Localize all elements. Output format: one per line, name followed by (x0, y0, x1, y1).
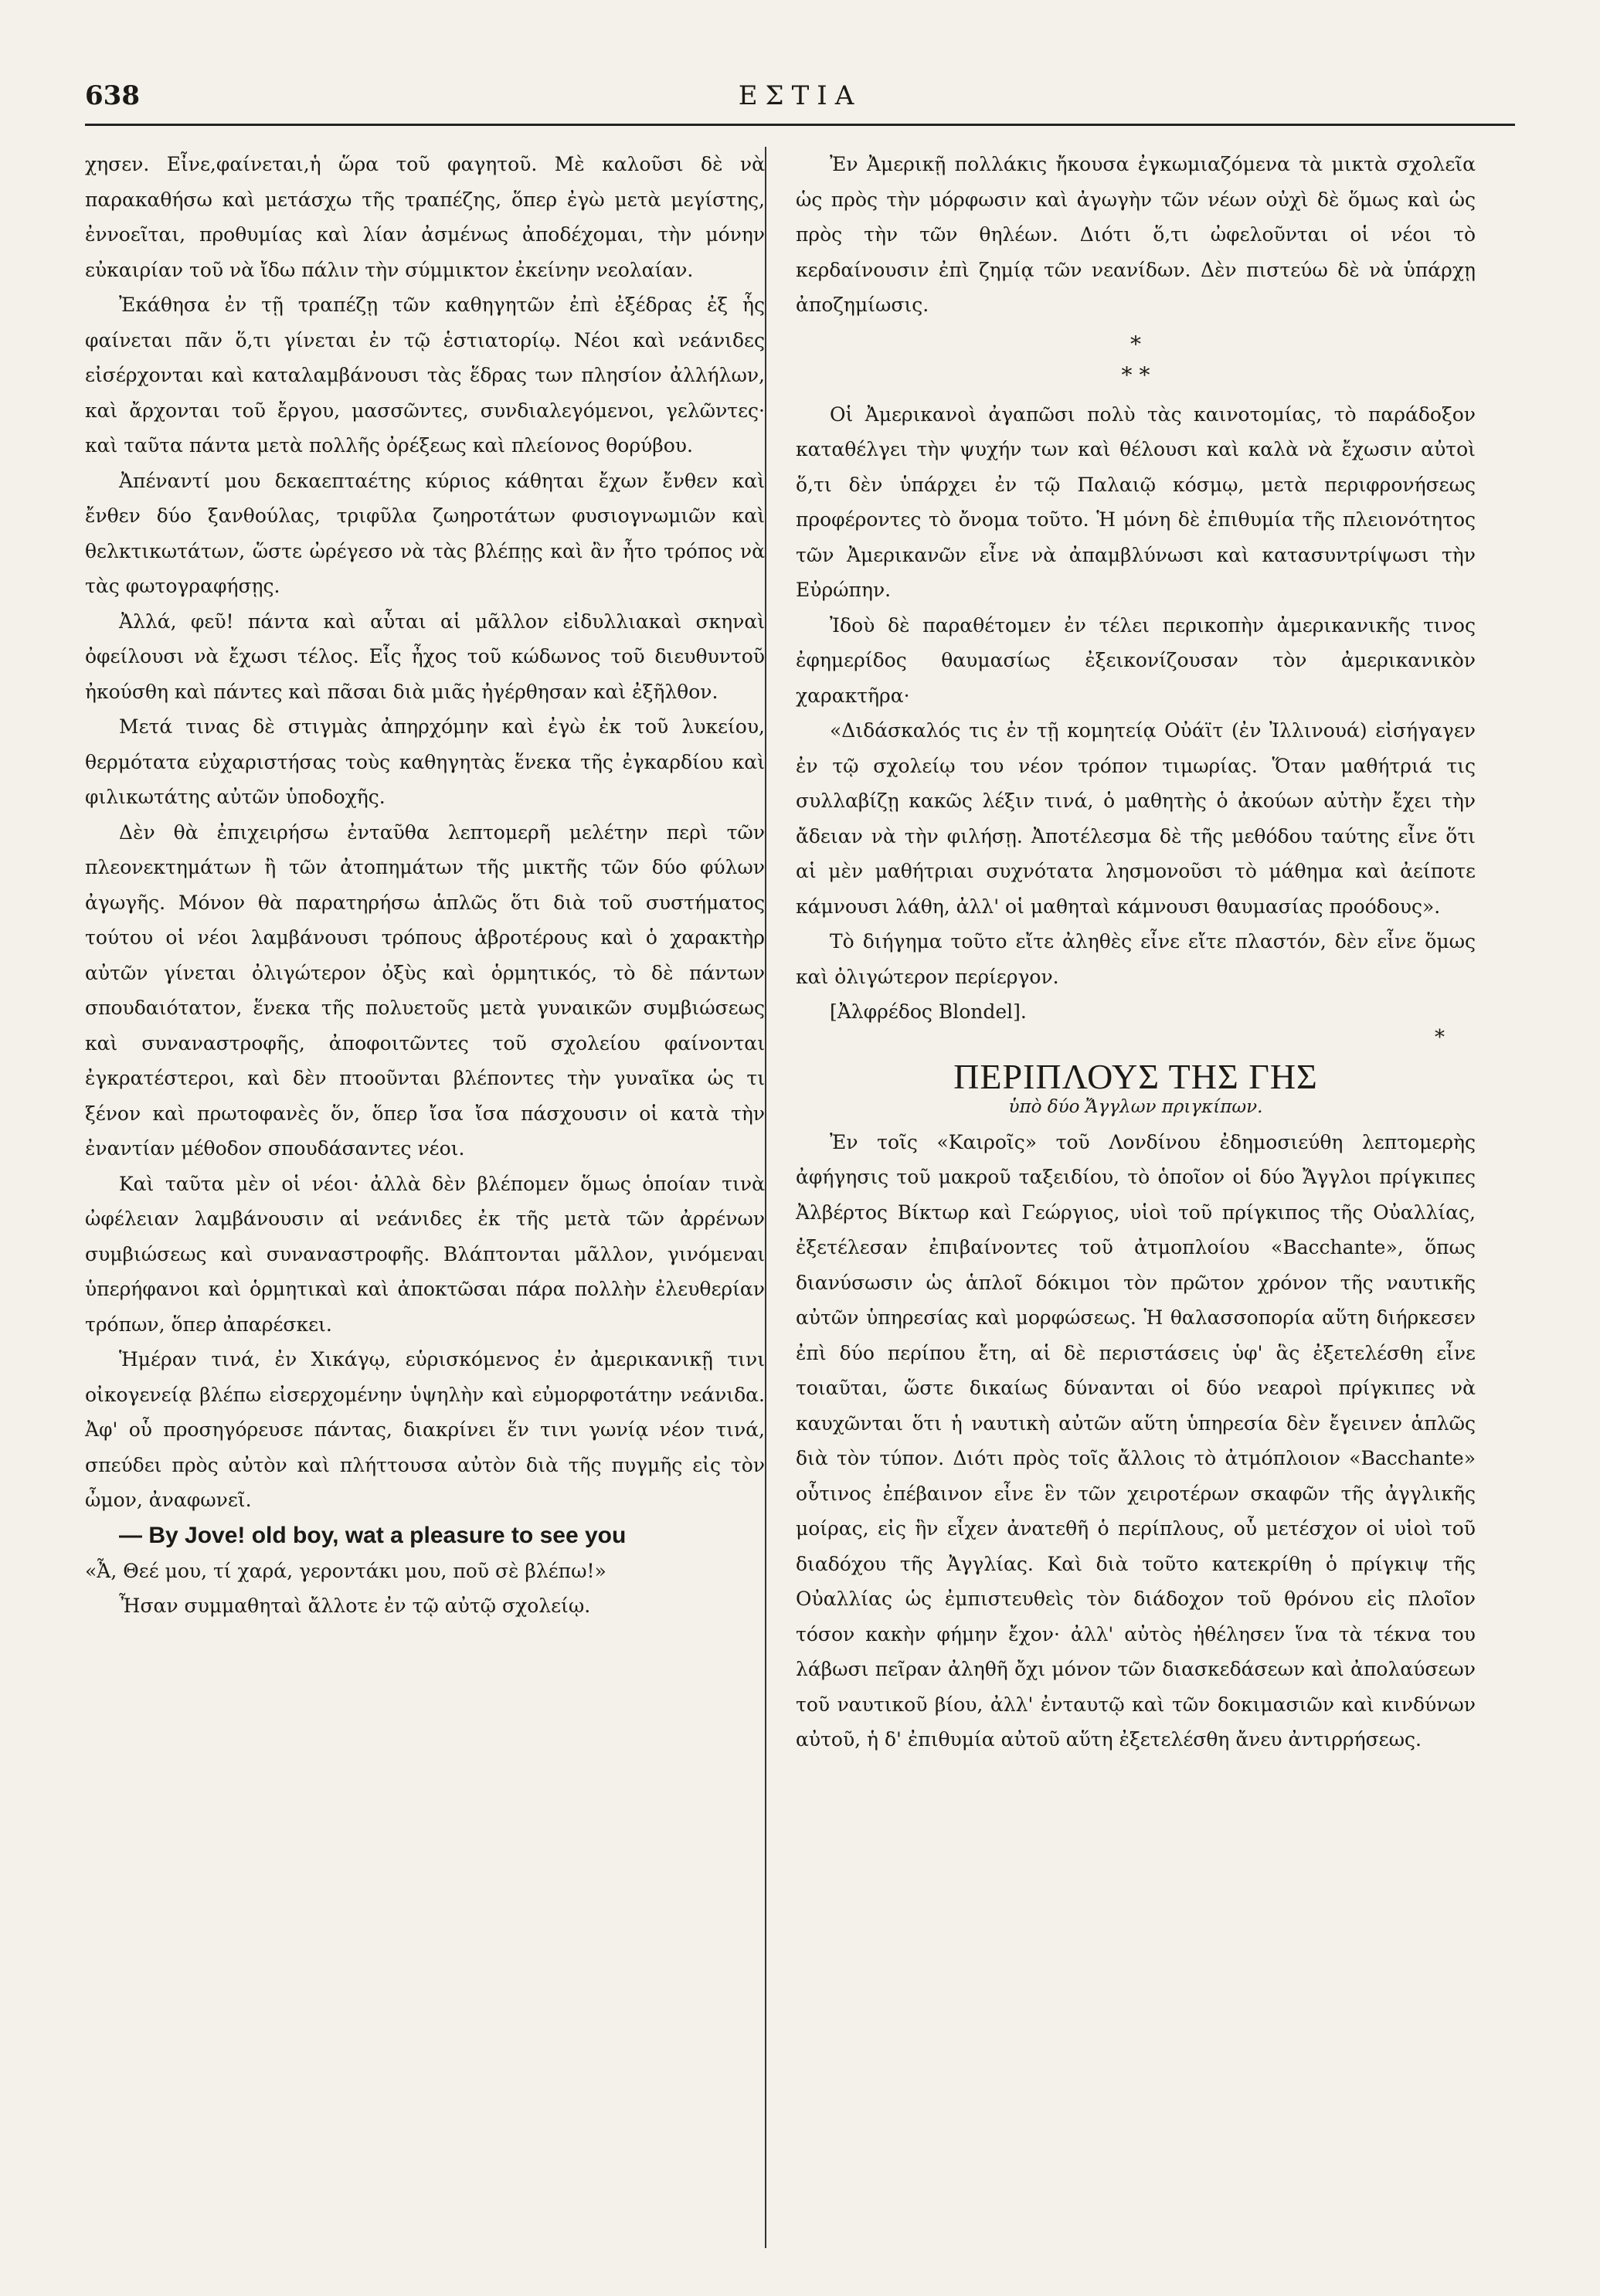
paragraph: Καὶ ταῦτα μὲν οἱ νέοι· ἀλλὰ δὲν βλέπομεν ὅμως ὁποίαν τινὰ ὠφέλειαν λαμβάνουσιν αἱ νεάνιδες ἐκ τῆς μετὰ τῶν ἀρρένων συμβιώσεως καὶ συναναστροφῆς. Βλάπτονται μᾶλλον, γινόμεναι ὑπερήφανοι καὶ ὁρμητικαὶ καὶ ἀποκτῶσαι πάρα πολλὴν ἐλευθερίαν τρόπων, ὅπερ ἀπαρέσκει. (85, 1172, 765, 1336)
paragraph: Ἀλλά, φεῦ! πάντα καὶ αὗται αἱ μᾶλλον εἰδυλλιακαὶ σκηναὶ ὀφείλουσι νὰ ἔχωσι τέλος. Εἷς ἦχος τοῦ κώδωνος τοῦ διευθυντοῦ ἠκούσθη καὶ πάντες καὶ πᾶσαι διὰ μιᾶς ἠγέρθησαν καὶ ἐξῆλθον. (85, 610, 765, 703)
paragraph: Ἰδοὺ δὲ παραθέτομεν ἐν τέλει περικοπὴν ἀμερικανικῆς τινος ἐφημερίδος θαυμασίως ἐξεικονίζουσαν τὸν ἀμερικανικὸν χαρακτῆρα· (796, 613, 1476, 707)
header-rule (85, 124, 1515, 126)
page-number: 638 (85, 80, 140, 111)
paragraph: Ἐν τοῖς «Καιροῖς» τοῦ Λονδίνου ἐδημοσιεύθη λεπτομερὴς ἀφήγησις τοῦ μακροῦ ταξειδίου, τὸ ὁποῖον οἱ δύο Ἄγγλοι πρίγκιπες Ἀλβέρτος Βίκτωρ καὶ Γεώργιος, υἱοὶ τοῦ πρίγκιπος τῆς Οὐαλλίας, ἐξετέλεσαν ἐπιβαίνοντες τοῦ ἀτμοπλοίου «Bacchante», ὅπως διανύσωσιν ὡς ἁπλοῖ δόκιμοι τὸν πρῶτον χρόνον τῆς ναυτικῆς αὐτῶν ὑπηρεσίας καὶ μορφώσεως. Ἡ θαλασσοπορία αὕτη διήρκεσεν ἐπὶ δύο περίπου ἔτη, αἱ δὲ περιστάσεις ὑφ' ἃς ἐξετελέσθη εἶνε τοιαῦται, ὥστε δικαίως δύνανται οἱ δύο νεαροὶ πρίγκιπες νὰ καυχῶνται ὅτι ἡ ναυτικὴ αὐτῶν αὕτη ὑπηρεσία δὲν ἔγεινεν ἁπλῶς διὰ τὸν τύπον. Διότι πρὸς τοῖς ἄλλοις τὸ ἀτμόπλοιον «Bacchante» οὗτινος ἐπέβαινον εἶνε ἓν τῶν χειροτέρων σκαφῶν τῆς ἀγγλικῆς μοίρας, εἰς ἣν εἶχεν ἀνατεθῆ ὁ περίπλους, οὗ μετέσχον οἱ υἱοὶ τοῦ διαδόχου τῆς Ἀγγλίας. Καὶ διὰ τοῦτο κατεκρίθη ὁ πρίγκιψ τῆς Οὐαλλίας ὡς ἐμπιστευθεὶς τὸν διάδοχον τοῦ θρόνου εἰς πλοῖον τόσον κακὴν φήμην ἔχον· ἀλλ' αὐτὸς ἠθέλησεν ἵνα τὰ τέκνα του λάβωσι πεῖραν ἀληθῆ ὄχι μόνον τῶν διασκεδάσεων καὶ ἀπολαύσεων τοῦ ναυτικοῦ βίου, ἀλλ' ἐνταυτῷ καὶ τῶν δοκιμασιῶν καὶ κινδύνων αὐτοῦ, ἡ δ' ἐπιθυμία αὐτοῦ αὕτη ἐξετελέσθη ἄνευ ἀντιρρήσεως. (796, 1130, 1476, 1751)
paragraph: Ἐκάθησα ἐν τῇ τραπέζῃ τῶν καθηγητῶν ἐπὶ ἐξέδρας ἐξ ἧς φαίνεται πᾶν ὅ,τι γίνεται ἐν τῷ ἑστιατορίῳ. Νέοι καὶ νεάνιδες εἰσέρχονται καὶ καταλαμβάνουσι τὰς ἕδρας των πλησίον ἀλλήλων, καὶ ἄρχονται τοῦ ἔργου, μασσῶντες, συνδιαλεγόμενοι, γελῶντες· καὶ ταῦτα πάντα μετὰ πολλῆς ὀρέξεως καὶ πλείονος θορύβου. (85, 294, 765, 457)
section-title: ΠΕΡΙΠΛΟΥΣ ΤΗΣ ΓΗΣ (953, 1056, 1318, 1096)
star-top: * (1130, 331, 1141, 357)
paragraph: Δὲν θὰ ἐπιχειρήσω ἐνταῦθα λεπτομερῆ μελέτην περὶ τῶν πλεονεκτημάτων ἢ τῶν ἀτοπημάτων τῆς μικτῆς τῶν δύο φύλων ἀγωγῆς. Μόνον θὰ παρατηρήσω ἁπλῶς ὅτι διὰ τοῦ συστήματος τούτου οἱ νέοι λαμβάνουσι τρόπους ἁβροτέρους καὶ ὁ χαρακτὴρ αὐτῶν γίνεται ὀλιγώτερον ὀξὺς καὶ ὁρμητικός, τὸ δὲ πάντων σπουδαιότατον, ἕνεκα τῆς πολυετοῦς μετὰ γυναικῶν συμβιώσεως καὶ συναναστροφῆς, ἀποφοιτῶντες τοῦ σχολείου φαίνονται ἐγκρατέστεροι, καὶ δὲν πτοοῦνται βλέποντες τὴν γυναῖκα ὡς τι ξένον καὶ πρωτοφανὲς ὅν, ὅπερ ἴσα ἴσα πάσχουσιν οἱ κατὰ τὴν ἐναντίαν μέθοδον σπουδάσαντες νέοι. (85, 820, 765, 1160)
paragraph: Ἀπέναντί μου δεκαεπταέτης κύριος κάθηται ἔχων ἔνθεν καὶ ἔνθεν δύο ξανθούλας, τριφῦλα ζωηροτάτων φυσιογνωμιῶν καὶ θελκτικωτάτων, ὥστε ὠρέγεσο νὰ τὰς βλέπῃς καὶ ἂν ἦτο τρόπος νὰ τὰς φωτογραφήσῃς. (85, 469, 765, 597)
column-divider (765, 147, 766, 2248)
author-signature: [Ἀλφρέδος Blondel]. (830, 1000, 1027, 1023)
left-column (85, 147, 765, 1624)
greek-translation: «Ἆ, Θεέ μου, τί χαρά, γεροντάκι μου, ποῦ σὲ βλέπω!» (85, 1559, 606, 1582)
paragraph: Ἦσαν συμμαθηταὶ ἄλλοτε ἐν τῷ αὐτῷ σχολείῳ. (119, 1595, 591, 1617)
star-right: * (1435, 1025, 1445, 1049)
right-column (796, 147, 1476, 1758)
paragraph: χησεν. Εἶνε,φαίνεται,ἡ ὥρα τοῦ φαγητοῦ. Μὲ καλοῦσι δὲ νὰ παρακαθήσω καὶ μετάσχω τῆς τραπέζης, ὅπερ ἐγὼ μετὰ μεγίστης, ἐννοεῖται, προθυμίας καὶ λίαν ἀσμένως ἀποδέχομαι, τὴν μόνην εὐκαιρίαν τοῦ νὰ ἴδω πάλιν τὴν σύμμικτον ἐκείνην νεολαίαν. (85, 153, 765, 281)
star-bottom: * * (1121, 362, 1150, 388)
english-quote: — By Jove! old boy, wat a pleasure to see you (119, 1522, 627, 1548)
section-subtitle: ὑπὸ δύο Ἄγγλων πριγκίπων. (1008, 1096, 1263, 1117)
paragraph: Οἱ Ἀμερικανοὶ ἀγαπῶσι πολὺ τὰς καινοτομίας, τὸ παράδοξον καταθέλγει τὴν ψυχήν των καὶ θέλουσι καὶ καλὰ νὰ ἔχωσιν αὐτοὶ ὅ,τι δὲν ὑπάρχει ἐν τῷ Παλαιῷ κόσμῳ, μετὰ περιφρονήσεως προφέροντες τὸ ὄνομα τοῦτο. Ἡ μόνη δὲ ἐπιθυμία τῆς πλειονότητος τῶν Ἀμερικανῶν εἶνε νὰ ἀπαμβλύνωσι καὶ κατασυντρίψωσι τὴν Εὐρώπην. (796, 402, 1476, 601)
section-break-stars (796, 329, 1476, 391)
paragraph: Μετά τινας δὲ στιγμὰς ἀπηρχόμην καὶ ἐγὼ ἐκ τοῦ λυκείου, θερμότατα εὐχαριστήσας τοὺς καθηγητὰς ἕνεκα τῆς ἐγκαρδίου καὶ φιλικωτάτης αὐτῶν ὑποδοχῆς. (85, 715, 765, 808)
paragraph: Ἡμέραν τινά, ἐν Χικάγῳ, εὑρισκόμενος ἐν ἀμερικανικῇ τινι οἰκογενείᾳ βλέπω εἰσερχομένην ὑψηλὴν καὶ εὐμορφοτάτην νεάνιδα. Ἀφ' οὗ προσηγόρευσε πάντας, διακρίνει ἕν τινι γωνίᾳ νέον τινά, σπεύδει πρὸς αὐτὸν καὶ πλήττουσα αὐτὸν διὰ τῆς πυγμῆς εἰς τὸν ὦμον, ἀναφωνεῖ. (85, 1348, 765, 1511)
quoted-paragraph: «Διδάσκαλός τις ἐν τῇ κομητείᾳ Οὐάϊτ (ἐν Ἰλλινουά) εἰσήγαγεν ἐν τῷ σχολείῳ του νέον τρόπον τιμωρίας. Ὅταν μαθήτριά τις συλλαβίζῃ κακῶς λέξιν τινά, ὁ μαθητὴς ὁ ἀκούων αὐτὴν ἔχει τὴν ἄδειαν νὰ τὴν φιλήσῃ. Ἀποτέλεσμα δὲ τῆς μεθόδου ταύτης εἶνε ὅτι αἱ μὲν μαθήτριαι συχνότατα λησμονοῦσι τὸ μάθημα καὶ ἀείποτε κάμνουσι λάθη, ἀλλ' οἱ μαθηταὶ κάμνουσι θαυμασίας προόδους». (796, 719, 1476, 918)
paragraph: Τὸ διήγημα τοῦτο εἴτε ἀληθὲς εἶνε εἴτε πλαστόν, δὲν εἶνε ὅμως καὶ ὀλιγώτερον περίεργον. (796, 930, 1476, 988)
page-header (85, 80, 1515, 134)
running-title: ΕΣΤΙΑ (738, 80, 862, 111)
paragraph: Ἐν Ἀμερικῇ πολλάκις ἤκουσα ἐγκωμιαζόμενα τὰ μικτὰ σχολεῖα ὡς πρὸς τὴν μόρφωσιν καὶ ἀγωγὴν τῶν νέων οὐχὶ δὲ ὅμως καὶ ὡς πρὸς τὴν τῶν θηλέων. Διότι ὅ,τι ὠφελοῦνται οἱ νέοι τὸ κερδαίνουσιν ἐπὶ ζημίᾳ τῶν νεανίδων. Δὲν πιστεύω δὲ νὰ ὑπάρχῃ ἀποζημίωσις. (796, 153, 1476, 316)
